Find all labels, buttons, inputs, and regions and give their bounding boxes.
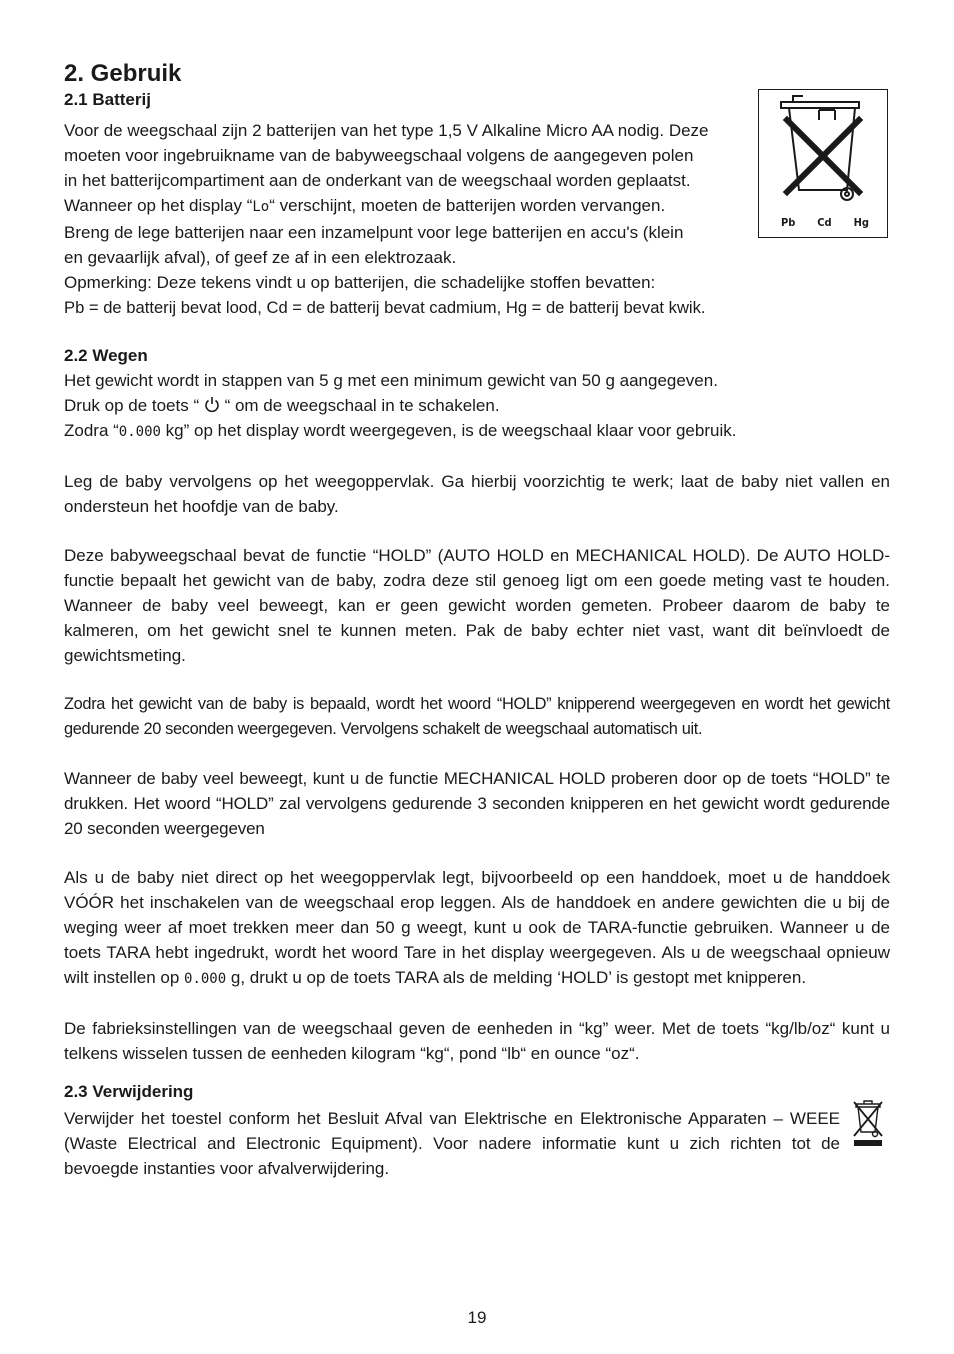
power-icon: [204, 396, 220, 413]
disposal-section: [64, 1080, 890, 1181]
disposal-title: 2.3 Verwijdering: [64, 1082, 194, 1101]
weighing-section: [64, 344, 890, 1066]
lcd-zero-display: 0.000: [118, 424, 161, 440]
lcd-low-symbol: Lo: [252, 199, 270, 215]
battery-line: in het batterijcompartiment aan de onderkant van de weegschaal worden geplaatst.: [64, 171, 691, 190]
battery-line: moeten voor ingebruikname van de babyweegschaal volgens de aangegeven polen: [64, 146, 694, 165]
label-pb: Pb: [781, 216, 796, 229]
disposal-text: Verwijder het toestel conform het Besluit Afval van Elektrische en Elektronische Apparaten – WEEE (Waste Electrical and Electronic Equipment). Voor nadere informatie kunt u zich richten tot de bevoegde instanties voor afvalverwijdering.: [64, 1109, 840, 1178]
battery-text: [64, 118, 748, 295]
crossed-bin-battery-symbol: [758, 89, 888, 238]
weighing-line: Druk op de toets “ “ om de weegschaal in te schakelen.: [64, 396, 500, 415]
page-number: 19: [467, 1308, 487, 1327]
weighing-title: 2.2 Wegen: [64, 346, 148, 365]
weighing-paragraph: Als u de baby niet direct op het weegoppervlak legt, bijvoorbeeld op een handdoek, moet u de handdoek VÓÓR het inschakelen van de weegschaal erop leggen. Als de handdoek en andere gewichten die u bij de weging weer af moet trekken meer dan 50 g weegt, kunt u ook de TARA-functie gebruiken. Wanneer u de toets TARA hebt ingedrukt, wordt het woord Tare in het display weergegeven. Als u de weegschaal opnieuw wilt instellen op 0.000 g, drukt u op de toets TARA als de melding ‘HOLD’ is gestopt met knipperen.: [64, 868, 890, 987]
battery-line: en gevaarlijk afval), of geef ze af in een elektrozaak.: [64, 248, 457, 267]
battery-line: Breng de lege batterijen naar een inzamelpunt voor lege batterijen en accu's (klein: [64, 223, 684, 242]
battery-section: [64, 88, 890, 320]
weee-bin-icon: [850, 1098, 886, 1148]
weighing-paragraph: Zodra het gewicht van de baby is bepaald, wordt het woord “HOLD” knipperend weergegeven en wordt het gewicht gedurende 20 seconden weergegeven. Vervolgens schakelt de weegschaal automatisch uit.: [64, 695, 890, 738]
weighing-paragraph: Wanneer de baby veel beweegt, kunt u de functie MECHANICAL HOLD proberen door op de toets “HOLD” te drukken. Het woord “HOLD” zal vervolgens gedurende 3 seconden knipperen en het gewicht wordt gedurende 20 seconden weergegeven: [64, 769, 890, 838]
page-content: [64, 60, 890, 1181]
battery-note: Opmerking: Deze tekens vindt u op batterijen, die schadelijke stoffen bevatten:: [64, 273, 656, 292]
weighing-line: Het gewicht wordt in stappen van 5 g met een minimum gewicht van 50 g aangegeven.: [64, 371, 718, 390]
section-heading: 2. Gebruik: [64, 60, 182, 87]
battery-line: Wanneer op het display “Lo“ verschijnt, moeten de batterijen worden vervangen.: [64, 196, 666, 215]
label-cd: Cd: [817, 216, 832, 229]
lcd-zero-display: 0.000: [184, 971, 227, 987]
label-hg: Hg: [853, 216, 869, 229]
weighing-line: Zodra “0.000 kg” op het display wordt weergegeven, is de weegschaal klaar voor gebruik.: [64, 421, 737, 440]
heavy-metal-labels: [759, 216, 887, 229]
battery-line: Voor de weegschaal zijn 2 batterijen van het type 1,5 V Alkaline Micro AA nodig. Deze: [64, 121, 709, 140]
weighing-paragraph: Deze babyweegschaal bevat de functie “HOLD” (AUTO HOLD en MECHANICAL HOLD). De AUTO HOLD-functie bepaalt het gewicht van de baby, zodra deze stil genoeg ligt om een goede meting vast te houden. Wanneer de baby veel beweegt, kan er geen gewicht worden gemeten. Probeer daarom de baby te kalmeren, om het gewicht snel te kunnen meten. Pak de baby echter niet vast, want dit beïnvloedt de gewichtsmeting.: [64, 546, 890, 665]
battery-legend: Pb = de batterij bevat lood, Cd = de batterij bevat cadmium, Hg = de batterij bevat kwik.: [64, 298, 706, 317]
weighing-paragraph: Leg de baby vervolgens op het weegoppervlak. Ga hierbij voorzichtig te werk; laat de baby niet vallen en ondersteun het hoofdje van de baby.: [64, 472, 890, 516]
battery-title: 2.1 Batterij: [64, 90, 151, 109]
weighing-paragraph: De fabrieksinstellingen van de weegschaal geven de eenheden in “kg” weer. Met de toets “kg/lb/oz“ kunt u telkens wisselen tussen de eenheden kilogram “kg“, pond “lb“ en ounce “oz“.: [64, 1019, 890, 1063]
crossed-bin-icon: [759, 90, 886, 210]
